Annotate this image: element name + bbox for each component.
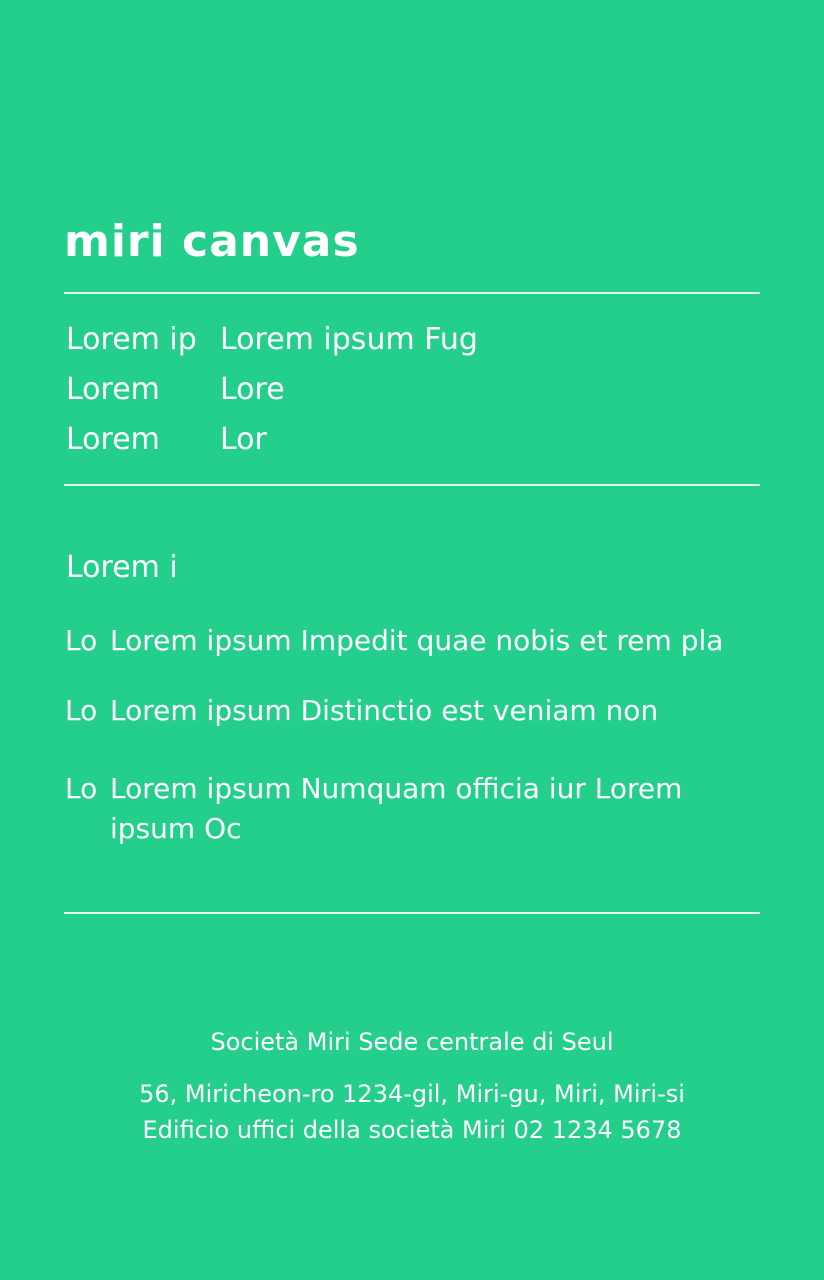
list-item (65, 769, 755, 849)
info-key: Lorem (66, 372, 160, 407)
section-title: Lorem i (66, 550, 178, 585)
info-key: Lorem (66, 422, 160, 457)
bottom-divider (64, 912, 760, 914)
list-item-key: Lo (65, 694, 98, 727)
info-value: Lore (220, 372, 285, 407)
list-item-value: Lorem ipsum Impedit quae nobis et rem pla (110, 624, 724, 657)
list-item (65, 691, 755, 731)
list-item-key: Lo (65, 772, 98, 805)
list-item-key: Lo (65, 624, 98, 657)
info-value: Lorem ipsum Fug (220, 322, 478, 357)
info-value: Lor (220, 422, 267, 457)
footer-office: Edificio uffici della società Miri 02 1234 5678 (142, 1116, 682, 1144)
info-key: Lorem ip (66, 322, 197, 357)
footer-company: Società Miri Sede centrale di Seul (210, 1028, 614, 1056)
list-item-value: Lorem ipsum Distinctio est veniam non (110, 694, 659, 727)
top-divider (64, 292, 760, 294)
list-item-value: Lorem ipsum Numquam officia iur Lorem ipsum Oc (110, 772, 683, 845)
list-item (65, 621, 755, 661)
footer-address: 56, Miricheon-ro 1234-gil, Miri-gu, Miri, Miri-si (139, 1080, 685, 1108)
middle-divider (64, 484, 760, 486)
brand-logo: miri canvas (64, 216, 360, 267)
